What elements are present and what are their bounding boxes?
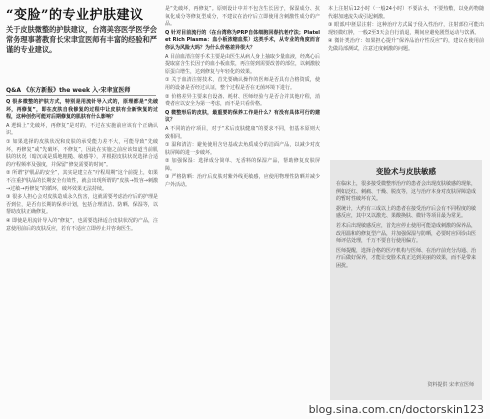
paragraph: 是“先破坏，再修复”。原则设计中并不包含生长因子，保湿成分、抗氧化成分等修复型成分，不建议在治疗后立即使用含刺激性成分的产品。 (165, 6, 320, 28)
column-1 (6, 99, 158, 234)
paragraph: A 不同的治疗项目，对于“术后皮肤健康”的要求不同，但基本原则大致相同。 (165, 125, 320, 140)
paragraph: ② 加强保湿：选择成分简单、无香料的保湿产品，帮助修复皮肤屏障。 (165, 158, 320, 172)
paragraph: ④ 微针类治疗：如果担心提升“保养品治疗性反应”的，建议在使用前先做局部测试，注意过度刺激的问题。 (328, 38, 484, 52)
sidebar-title: 变脸术与皮肤敏感 (376, 167, 436, 176)
paragraph: ① 如果选择的皮肤状况和皮肤的承受能力差不大，可能导致“先破坏，再修复”或“先破坏，不修复”，因此在实施之前应该知道当前肌肤的状况（暗沉或是质地粗糙、敏感等），并根据皮肤状况选择合适的疗程频率及强度，并保留“修复需要的时间”。 (6, 138, 158, 168)
paragraph: A 目前血清注射手术主要是由医生从病人身上抽取少量血液，经离心后提取富含生长因子的血小板血浆，再注射到需要改善的部位，以刺激胶原蛋白增生，达到修复与年轻化的效果。 (165, 53, 321, 75)
article-intro: 关于皮肤微整的护肤建议，台湾美容医学医学会常务理事著教育长宋聿宣医师有丰富的经验和严谨的专业建议。 (6, 25, 157, 54)
paragraph: Q 微整形后的皮肤，最重要的保养工作是什么？有没有具体可行的建议？ (165, 109, 320, 124)
paragraph: ③ 很多人担心会对皮肤造成永久伤害，这就需要考虑治疗后的护理是否到位，是否有长期的保养计划，包括合理清洁、防晒、保湿等，以帮助皮肤正确修复。 (6, 194, 158, 216)
sidebar-paragraph: 在临床上，很多接受微整形治疗的患者会出现皮肤敏感的现象，例如泛红、刺痛、干燥、脱皮等，这与治疗本身对皮肤屏障造成的暂时性破坏有关。 (336, 181, 477, 203)
paragraph: ① 温和清洁：避免使用含皂基或去角质成分的洁面产品，以减少对皮肤屏障的进一步破坏。 (165, 142, 320, 156)
sidebar-credit: 资料提供 宋聿宣医师 (427, 382, 474, 388)
paragraph: Q 针对目前流行的（在台湾称为PRP自体细胞回春抗老疗法；Platelet Rich Plasma：血小板浓缩血浆）这类手术，从专业的角度而言你认为风险大吗？为什么价格差异很大？ (165, 29, 320, 51)
qa-header (6, 85, 156, 96)
column-3 (328, 6, 484, 55)
paragraph: ② 所谓“护肌品的安全”，其实是建立在“疗程周期”这个前提上，如果不注重护肤品的长期安全有效性，就会出现所谓的“皮肤→毁容→刺激→过敏→再修复”的循环，破坏效果无法持续。 (6, 170, 158, 192)
sidebar-box (330, 160, 482, 400)
sidebar-paragraph: 若术后出现敏感反应，首先应停止使用可能造成刺激的保养品，改用温和的修复型产品，并加强保湿与防晒，必要时应回诊由医师评估处理，千万不要自行使用偏方。 (336, 222, 477, 245)
qa-header-text: Q&A 《东方新报》the week 入·宋聿宣医师 (6, 87, 131, 94)
sidebar-body (336, 181, 476, 271)
paragraph: Q 很多微整的护肤方式，特别是用流针导入式的，原理都是“先破坏，再修复”，即在皮肤自我修复的过程中让皮肤有全新恢复的过程，这种创伤可能对后期修复的肌肤有什么影响？ (6, 99, 158, 121)
paragraph: ③ 眼部/中胚层注射：这种治疗方式属于侵入性治疗，注射部位可能出现轻微红肿，一般2至3天会自行消退，期间应避免剧烈运动与饮酒。 (328, 22, 484, 36)
paragraph: 本上注射后12小时（一般24小时）不要沾水，不要热敷，以免药物随代谢加速流失或引起刺激。 (328, 6, 484, 20)
sidebar-paragraph: 医师提醒，选择合格的医疗机构与医师、在治疗前充分沟通、治疗后做好保养，才能让变脸术真正达到美丽的效果，而不是带来困扰。 (336, 247, 477, 269)
paragraph: ④ 即使是用流针导入的“修复”，也需要选择适合皮肤状况的产品，注意使用前后的皮肤反应，若有不适应立即停止并咨询医生。 (6, 217, 158, 232)
paragraph: ③ 严格防晒：治疗后皮肤对紫外线更敏感，应使用物理性防晒并减少户外活动。 (165, 174, 320, 189)
article-title: “变脸”的专业护肤建议 (6, 8, 144, 23)
paragraph: ① 关于血清注射技术，首先要确认操作的医师是否具有合格资质，使用的设备是否经过认证，整个过程是否在无菌环境下进行。 (165, 77, 320, 91)
watermark: blog.sina.com.cn/doctorskin123 (308, 403, 484, 416)
sidebar-paragraph: 据统计，大约有三成以上的患者在接受治疗后会有不同程度的敏感反应，其中又以激光、果酸换肤、微针等项目最为常见。 (336, 205, 477, 220)
paragraph: A 逻辑上“先破坏，再修复”是对的，不过在实施前应该有个正确认识。 (6, 122, 158, 137)
paragraph: ② 价格差异主要来自设备、耗材、医师经验与是否合并其他疗程，消费者应以安全为第一考虑，而不是只看价格。 (165, 93, 320, 108)
column-2 (165, 6, 320, 191)
